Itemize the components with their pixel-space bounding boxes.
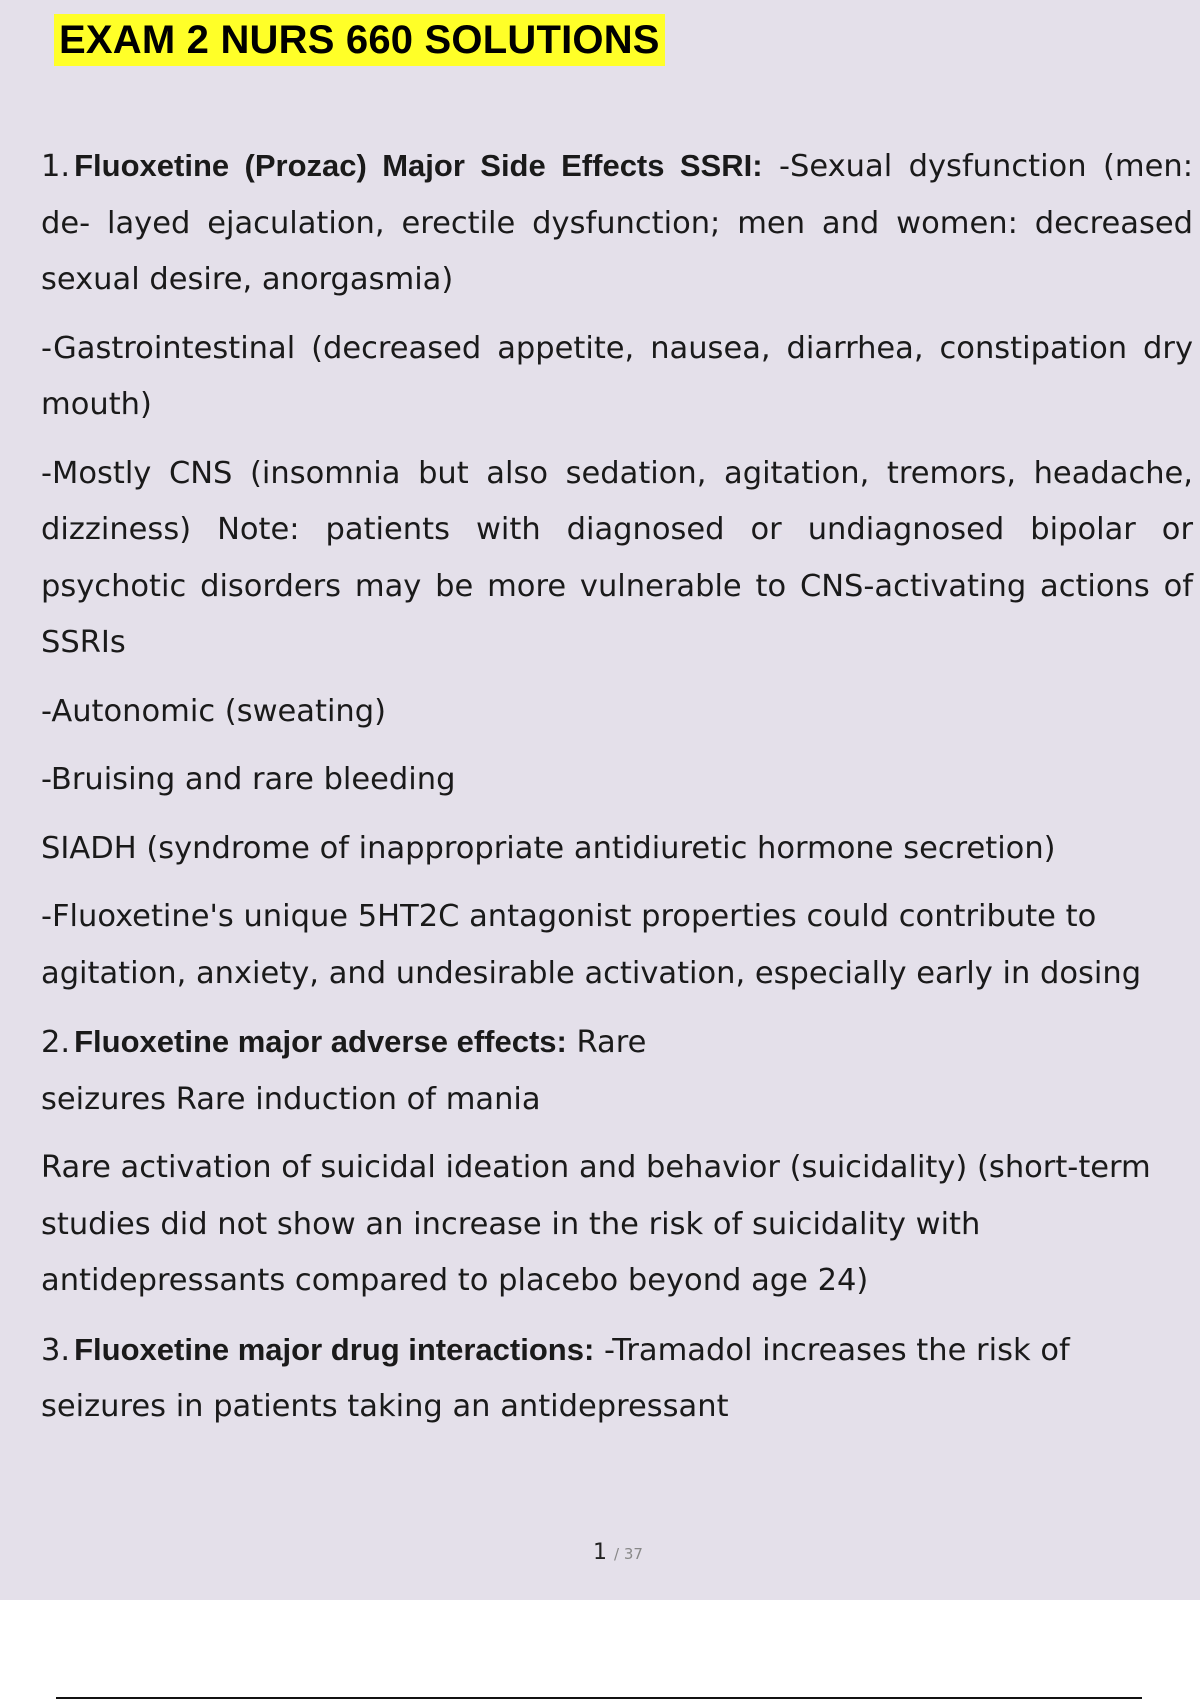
question-1-paragraph: SIADH (syndrome of inappropriate antidiuretic hormone secretion) — [41, 830, 1056, 866]
question-1-intro — [41, 138, 1193, 309]
question-2-intro — [41, 1014, 1193, 1128]
question-lead-text: -Tramadol increases the risk of seizures in patients taking an antidepressant — [41, 1332, 1070, 1424]
question-heading: Fluoxetine major drug interactions: — [74, 1331, 595, 1367]
question-lead-text-line2: seizures Rare induction of mania — [41, 1081, 541, 1117]
question-heading: Fluoxetine major adverse effects: — [74, 1024, 567, 1059]
document-body — [41, 138, 1193, 1448]
question-number: 3. — [41, 1332, 71, 1368]
question-1-paragraph: -Gastrointestinal (decreased appetite, nausea, diarrhea, constipation dry mouth) — [41, 330, 1193, 422]
question-3-intro — [41, 1322, 1193, 1436]
next-page-rule — [56, 1697, 1142, 1699]
question-lead-text: -Sexual dysfunction (men: de- layed ejaculation, erectile dysfunction; men and women: decreased sexual desire, anorgasmia) — [41, 149, 1193, 297]
question-heading: Fluoxetine (Prozac) Major Side Effects SSRI: — [74, 148, 763, 183]
question-1-paragraph: -Mostly CNS (insomnia but also sedation, agitation, tremors, headache, dizziness) Note: patients with diagnosed or undiagnosed bipolar or psychotic disorders may be more vulnerable to CNS-activating actions of SSRIs — [41, 455, 1193, 660]
page-indicator — [0, 1540, 1200, 1565]
current-page-number: 1 — [593, 1540, 608, 1565]
question-1-paragraph: -Autonomic (sweating) — [41, 693, 387, 729]
question-lead-text: Rare — [566, 1025, 647, 1060]
question-2-paragraph: Rare activation of suicidal ideation and behavior (suicidality) (short-term studies did not show an increase in the risk of suicidality with antidepressants compared to placebo beyond age 24) — [41, 1150, 1151, 1298]
document-title: EXAM 2 NURS 660 SOLUTIONS — [54, 14, 665, 66]
total-pages: / 37 — [614, 1545, 643, 1563]
question-1-paragraph: -Bruising and rare bleeding — [41, 762, 456, 797]
question-number: 1. — [41, 149, 71, 184]
question-1-paragraph: -Fluoxetine's unique 5HT2C antagonist properties could contribute to agitation, anxiety, and undesirable activation, especially early in dosing — [41, 899, 1142, 991]
question-number: 2. — [41, 1025, 71, 1060]
title-container — [54, 14, 665, 66]
